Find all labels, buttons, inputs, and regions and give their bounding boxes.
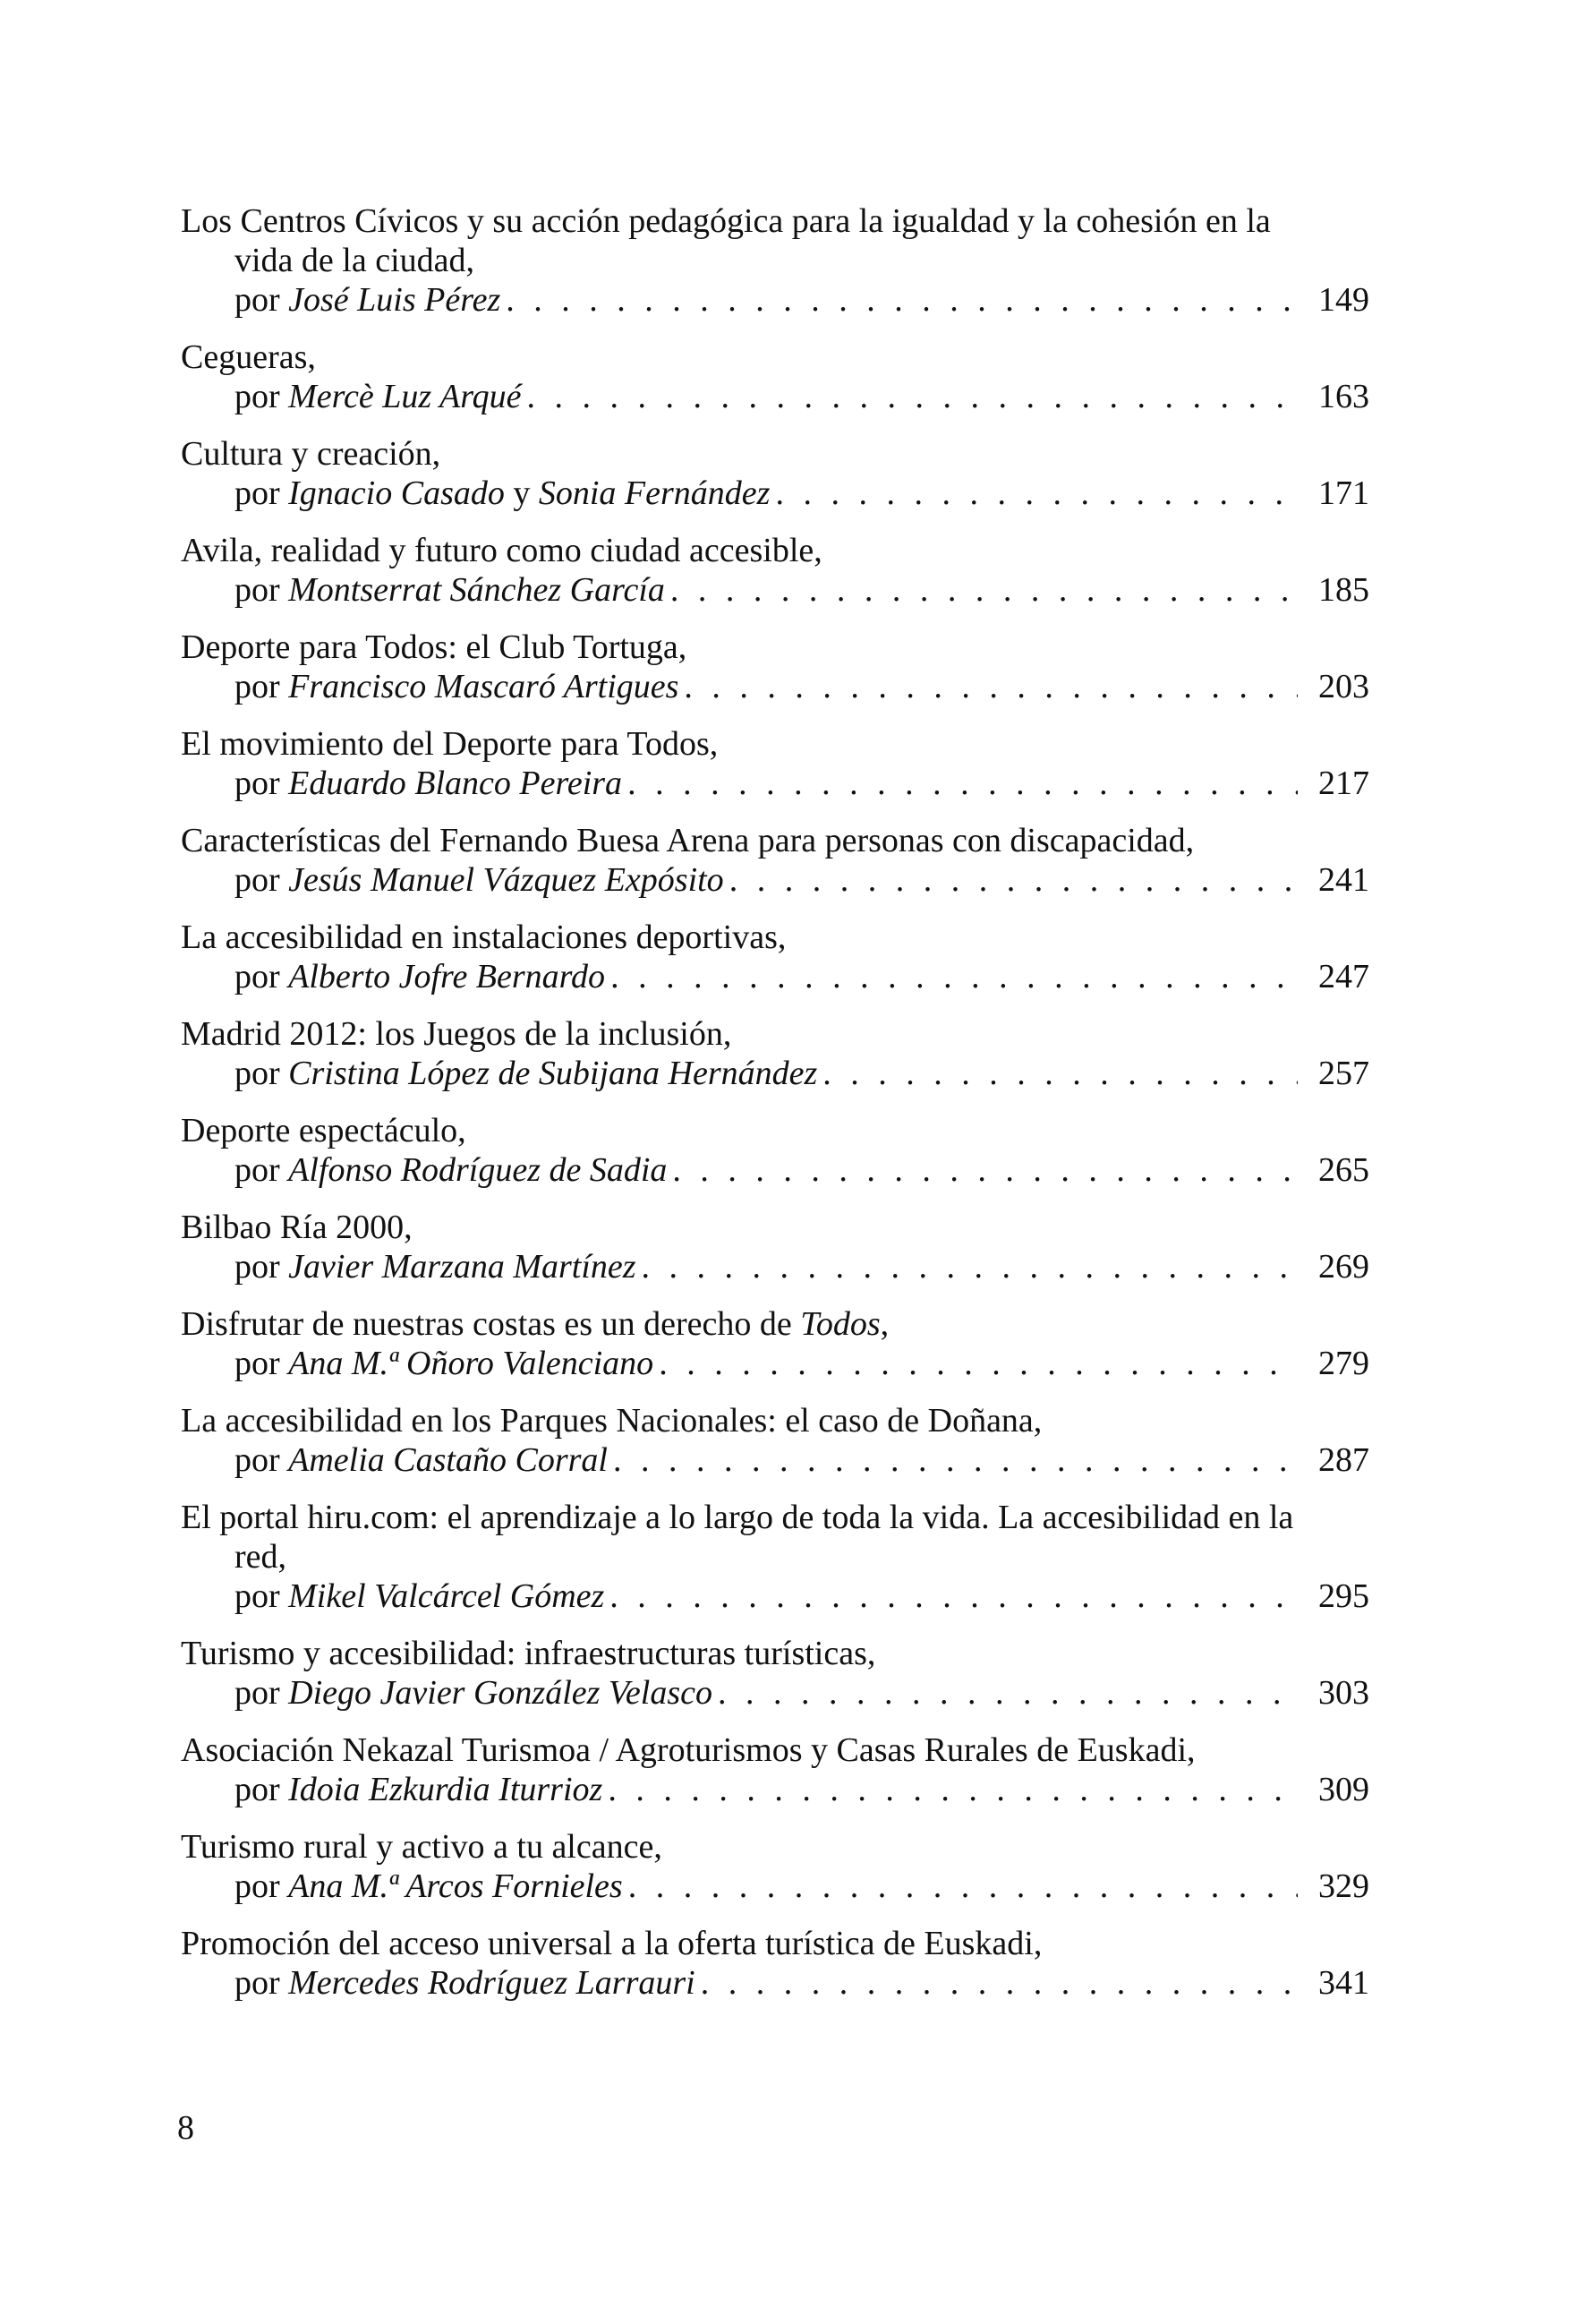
dot-leader <box>627 764 1298 803</box>
entry-page-number: 341 <box>1318 1964 1369 2002</box>
toc-entry <box>181 201 1369 320</box>
dot-leader <box>608 1770 1298 1809</box>
entry-title: Bilbao Ría 2000, <box>181 1209 413 1246</box>
entry-author: Montserrat Sánchez García <box>288 571 665 609</box>
dot-leader <box>613 1440 1298 1480</box>
entry-title: Deporte espectáculo, <box>181 1112 466 1149</box>
dot-leader <box>701 1963 1298 2003</box>
entry-page-number: 149 <box>1318 281 1369 319</box>
entry-page-number: 257 <box>1318 1055 1369 1092</box>
entry-author: José Luis Pérez <box>288 281 501 319</box>
entry-title: Asociación Nekazal Turismoa / Agroturismos y Casas Rurales de Euskadi, <box>181 1731 1196 1769</box>
entry-title: Deporte para Todos: el Club Tortuga, <box>181 628 687 666</box>
entry-title: La accesibilidad en los Parques Nacionales: el caso de Doñana, <box>181 1402 1043 1440</box>
dot-leader <box>718 1673 1298 1713</box>
entry-page-number: 247 <box>1318 958 1369 995</box>
dot-leader <box>628 1867 1298 1906</box>
entry-author: Ana M.ª Oñoro Valenciano <box>288 1345 654 1382</box>
por-label: por <box>234 378 280 415</box>
entry-author: Cristina López de Subijana Hernández <box>288 1055 818 1092</box>
toc-entry <box>181 1304 1369 1383</box>
por-label: por <box>234 958 280 995</box>
entry-author-line <box>181 957 1369 996</box>
entry-author-line <box>181 570 1369 610</box>
entry-page-number: 329 <box>1318 1867 1369 1905</box>
entry-title: El portal hiru.com: el aprendizaje a lo largo de toda la vida. La accesibilidad en la red, <box>181 1499 1294 1576</box>
por-label: por <box>234 571 280 609</box>
entry-title: Promoción del acceso universal a la oferta turística de Euskadi, <box>181 1925 1043 1962</box>
dot-leader <box>729 860 1298 900</box>
toc-entry <box>181 821 1369 900</box>
por-label: por <box>234 1867 280 1905</box>
por-label: por <box>234 1771 280 1808</box>
toc-entry <box>181 337 1369 416</box>
entry-author-line <box>181 860 1369 900</box>
entry-title: Cegueras, <box>181 338 316 376</box>
entry-author-line <box>181 1673 1369 1713</box>
entry-page-number: 303 <box>1318 1674 1369 1712</box>
por-label: por <box>234 1964 280 2002</box>
entry-author: Jesús Manuel Vázquez Expósito <box>288 861 724 899</box>
entry-author: Mercedes Rodríguez Larrauri <box>288 1964 695 2002</box>
entry-author-line <box>181 377 1369 416</box>
entry-author: Alberto Jofre Bernardo <box>288 958 606 995</box>
dot-leader <box>506 280 1298 320</box>
entry-author-line <box>181 1963 1369 2003</box>
toc-entry <box>181 1730 1369 1809</box>
entry-title-end: , <box>880 1305 890 1343</box>
entry-title: Madrid 2012: los Juegos de la inclusión, <box>181 1015 732 1053</box>
entry-page-number: 203 <box>1318 668 1369 705</box>
entry-page-number: 279 <box>1318 1345 1369 1382</box>
entry-title: El movimiento del Deporte para Todos, <box>181 725 719 763</box>
entry-author: Ignacio Casado <box>288 474 505 512</box>
por-label: por <box>234 1248 280 1286</box>
entry-author-line <box>181 1867 1369 1906</box>
dot-leader <box>822 1054 1298 1093</box>
entry-author-line <box>181 1344 1369 1383</box>
dot-leader <box>684 667 1298 706</box>
entry-page-number: 265 <box>1318 1151 1369 1189</box>
entry-author-line <box>181 667 1369 706</box>
toc-entry <box>181 628 1369 706</box>
entry-author: Diego Javier González Velasco <box>288 1674 712 1712</box>
entry-page-number: 309 <box>1318 1771 1369 1808</box>
por-label: por <box>234 668 280 705</box>
entry-author-line <box>181 1150 1369 1190</box>
entry-author-line <box>181 1247 1369 1286</box>
entry-title-italic: Todos <box>800 1305 881 1343</box>
entry-author: Mercè Luz Arqué <box>288 378 522 415</box>
toc-entry <box>181 724 1369 803</box>
entry-author: Ana M.ª Arcos Fornieles <box>288 1867 623 1905</box>
dot-leader <box>672 1150 1298 1190</box>
entry-author: Javier Marzana Martínez <box>288 1248 636 1286</box>
por-label: por <box>234 1441 280 1479</box>
por-label: por <box>234 281 280 319</box>
entry-author-line <box>181 1054 1369 1093</box>
entry-page-number: 269 <box>1318 1248 1369 1286</box>
por-label: por <box>234 765 280 802</box>
entry-title: Turismo rural y activo a tu alcance, <box>181 1828 662 1866</box>
entry-title: Turismo y accesibilidad: infraestructuras turísticas, <box>181 1635 876 1672</box>
toc-entry <box>181 434 1369 513</box>
entry-title: Características del Fernando Buesa Arena para personas con discapacidad, <box>181 822 1195 859</box>
entry-page-number: 295 <box>1318 1577 1369 1615</box>
entry-author: Alfonso Rodríguez de Sadia <box>288 1151 668 1189</box>
entry-page-number: 185 <box>1318 571 1369 609</box>
entry-author-line <box>181 280 1369 320</box>
entry-page-number: 241 <box>1318 861 1369 899</box>
toc-entry <box>181 531 1369 610</box>
table-of-contents <box>181 201 1369 2021</box>
entry-title: La accesibilidad en instalaciones deportivas, <box>181 918 787 956</box>
dot-leader <box>609 1576 1298 1616</box>
toc-entry <box>181 1827 1369 1906</box>
dot-leader <box>775 474 1298 513</box>
entry-author-line <box>181 1576 1369 1616</box>
toc-entry <box>181 1634 1369 1713</box>
entry-author: Amelia Castaño Corral <box>288 1441 608 1479</box>
entry-title <box>181 1304 1335 1344</box>
toc-entry <box>181 1014 1369 1093</box>
toc-entry <box>181 1111 1369 1190</box>
toc-entry <box>181 1924 1369 2003</box>
dot-leader <box>526 377 1298 416</box>
por-label: por <box>234 474 280 512</box>
entry-author-line <box>181 1770 1369 1809</box>
entry-author-2: Sonia Fernández <box>538 474 771 512</box>
por-label: por <box>234 861 280 899</box>
entry-author: Eduardo Blanco Pereira <box>288 765 623 802</box>
dot-leader <box>642 1247 1298 1286</box>
entry-page-number: 163 <box>1318 378 1369 415</box>
dot-leader <box>610 957 1298 996</box>
entry-author-line <box>181 474 1369 513</box>
page-folio-number: 8 <box>177 2109 194 2147</box>
dot-leader <box>659 1344 1298 1383</box>
entry-title: Cultura y creación, <box>181 435 441 473</box>
por-label: por <box>234 1151 280 1189</box>
toc-entry <box>181 1401 1369 1480</box>
entry-page-number: 217 <box>1318 765 1369 802</box>
por-label: por <box>234 1055 280 1092</box>
toc-entry <box>181 918 1369 996</box>
dot-leader <box>670 570 1298 610</box>
entry-page-number: 287 <box>1318 1441 1369 1479</box>
por-label: por <box>234 1674 280 1712</box>
toc-entry <box>181 1208 1369 1286</box>
entry-author-line <box>181 764 1369 803</box>
entry-author: Francisco Mascaró Artigues <box>288 668 679 705</box>
entry-page-number: 171 <box>1318 474 1369 512</box>
por-label: por <box>234 1577 280 1615</box>
por-label: por <box>234 1345 280 1382</box>
entry-author-line <box>181 1440 1369 1480</box>
entry-title: Los Centros Cívicos y su acción pedagógica para la igualdad y la cohesión en la vida de la ciudad, <box>181 202 1271 279</box>
entry-title-text: Disfrutar de nuestras costas es un derecho de <box>181 1305 792 1343</box>
entry-author: Mikel Valcárcel Gómez <box>288 1577 605 1615</box>
entry-author: Idoia Ezkurdia Iturrioz <box>288 1771 603 1808</box>
toc-entry <box>181 1498 1369 1616</box>
conjunction: y <box>513 474 531 512</box>
entry-title: Avila, realidad y futuro como ciudad accesible, <box>181 532 822 569</box>
